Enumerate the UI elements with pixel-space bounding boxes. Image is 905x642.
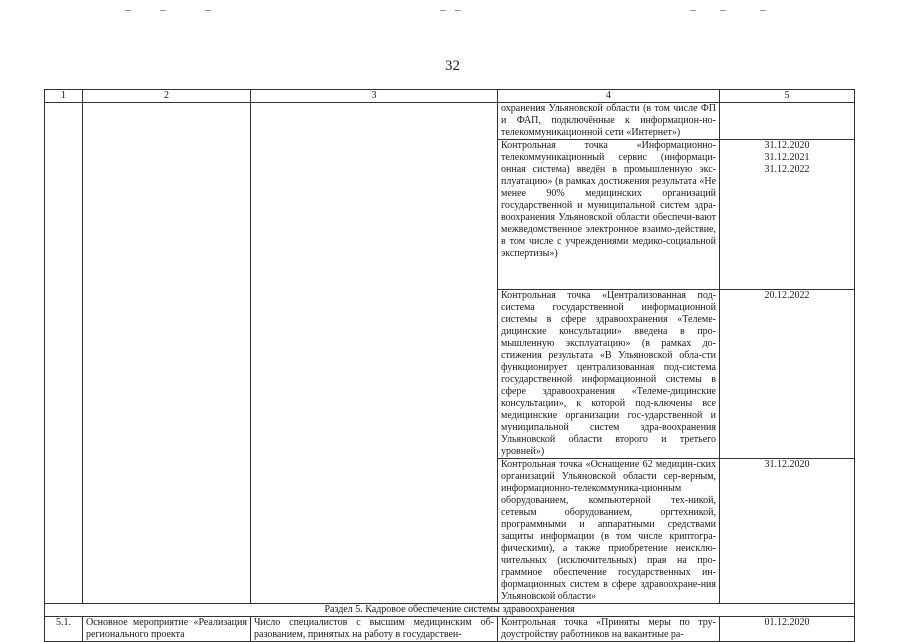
cell-col-1 [45, 103, 83, 604]
cell-date: 01.12.2020 [720, 617, 855, 642]
section-row [45, 604, 855, 617]
scan-mark [760, 10, 766, 11]
cell-indicator: Число специалистов с высшим медицинским об-разованием, принятых на работу в государствен- [251, 617, 498, 642]
cell-dates [720, 290, 855, 459]
cell-text: охранения Ульяновской области (в том числе ФП и ФАП, подключённые к информацион-но-телекоммуникационной сети «Интернет») [498, 103, 720, 140]
header-col-4: 4 [498, 90, 720, 103]
table-header-row [45, 90, 855, 103]
cell-date [720, 103, 855, 140]
cell-text: Контрольная точка «Приняты меры по тру-доустройству работников на вакантные ра- [498, 617, 720, 642]
scan-mark [440, 10, 446, 11]
cell-dates [720, 140, 855, 290]
cell-text: Контрольная точка «Информационно-телекоммуникационный сервис (информаци-онная система) введён в промышленную экс-плуатацию» (в рамках достижения результата «Не менее 90% медицинских организаций государственной и муниципальной систем здра-воохранения Ульяновской области обеспечи-вают межведомственное электронное взаимо-действие, в том числе с учреждениями медико-социальной экспертизы») [498, 140, 720, 290]
scan-mark [205, 10, 211, 11]
scan-mark [720, 10, 726, 11]
date-value: 20.12.2022 [764, 290, 810, 301]
top-scan-marks [0, 10, 905, 14]
table-row [45, 617, 855, 642]
scan-mark [690, 10, 696, 11]
page-number: 32 [445, 58, 460, 74]
date-value: 31.12.2020 [764, 459, 810, 470]
date-value: 31.12.2022 [764, 164, 810, 175]
date-value: 31.12.2021 [764, 152, 810, 163]
cell-dates [720, 459, 855, 604]
section-title: Раздел 5. Кадровое обеспечение системы здравоохранения [45, 604, 855, 617]
header-col-1: 1 [45, 90, 83, 103]
cell-text: Контрольная точка «Оснащение 62 медицин-ских организаций Ульяновской области сер-верным, информационно-телекоммуника-ционным оборудованием, компьютерной тех-никой, сетевым оборудованием, оргтехникой, программными и аппаратными средствами защиты информации (в том числе криптогра-фическими), а также приобретение неисклю-чительных (исключительных) прав на про-граммное обеспечение государственных ин-формационных систем в сфере здравоохране-ния Ульяновской области» [498, 459, 720, 604]
cell-col-3 [251, 103, 498, 604]
table-row [45, 103, 855, 140]
date-value: 31.12.2020 [764, 140, 810, 151]
plan-table [44, 89, 855, 642]
cell-col-2 [83, 103, 251, 604]
cell-number: 5.1. [45, 617, 83, 642]
header-col-3: 3 [251, 90, 498, 103]
cell-activity: Основное мероприятие «Реализация регионального проекта [83, 617, 251, 642]
scan-mark [455, 10, 461, 11]
scan-mark [125, 10, 131, 11]
header-col-5: 5 [720, 90, 855, 103]
scan-mark [160, 10, 166, 11]
header-col-2: 2 [83, 90, 251, 103]
cell-text: Контрольная точка «Централизованная под-система государственной информационной системы в сфере здравоохранения «Телеме-дицинские консультации» введена в про-мышленную эксплуатацию» (в рамках до-стижения результата «В Ульяновской обла-сти функционирует централизованная под-система государственной информационной системы в сфере здравоохранения «Телеме-дицинские консультации», к которой под-ключены все медицинские организации гос-ударственной и муниципальной систем здра-воохранения Ульяновской области второго и третьего уровней») [498, 290, 720, 459]
